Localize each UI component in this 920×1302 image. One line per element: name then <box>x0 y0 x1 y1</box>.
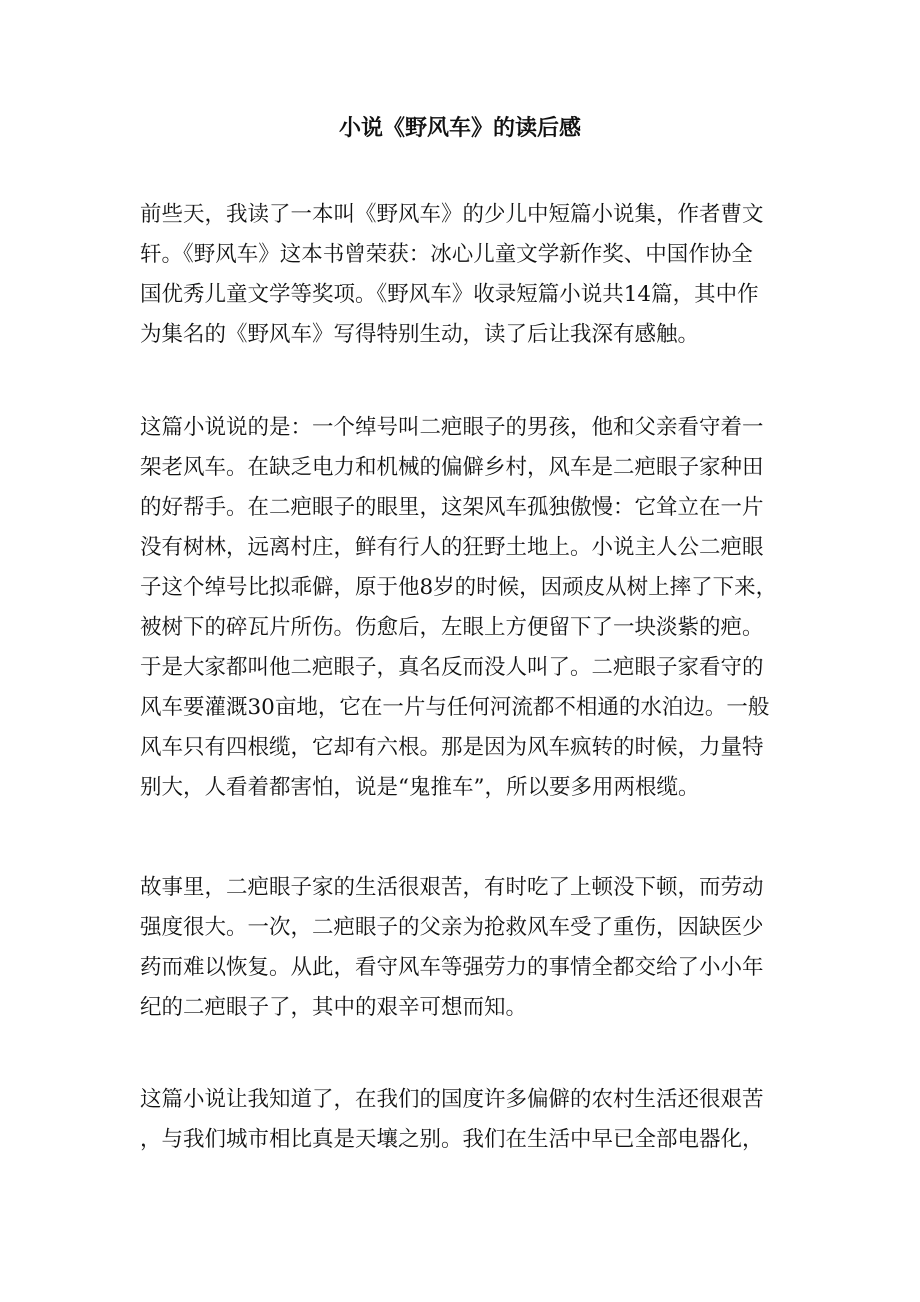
paragraph <box>140 408 800 808</box>
text-line: 药而难以恢复。从此，看守风车等强劳力的事情全都交给了小小年 <box>140 955 764 980</box>
paragraph <box>140 868 800 1028</box>
text-line: 于是大家都叫他二疤眼子，真名反而没人叫了。二疤眼子家看守的 <box>140 655 764 680</box>
text-line: 强度很大。一次，二疤眼子的父亲为抢救风车受了重伤，因缺医少 <box>140 915 764 940</box>
text-line: 为集名的《野风车》写得特别生动，读了后让我深有感触。 <box>140 322 700 347</box>
text-line: 没有树林，远离村庄，鲜有行人的狂野土地上。小说主人公二疤眼 <box>140 535 764 560</box>
text-line: 纪的二疤眼子了，其中的艰辛可想而知。 <box>140 995 528 1020</box>
text-line: 架老风车。在缺乏电力和机械的偏僻乡村，风车是二疤眼子家种田 <box>140 455 764 480</box>
paragraph <box>140 195 800 355</box>
paragraph <box>140 1080 800 1160</box>
text-line: 风车只有四根缆，它却有六根。那是因为风车疯转的时候，力量特 <box>140 735 764 760</box>
text-line: 被树下的碎瓦片所伤。伤愈后，左眼上方便留下了一块淡紫的疤。 <box>140 615 764 640</box>
text-line: ，与我们城市相比真是天壤之别。我们在生活中早已全部电器化， <box>140 1127 764 1152</box>
text-line: 子这个绰号比拟乖僻，原于他8岁的时候，因顽皮从树上摔了下来， <box>140 575 778 600</box>
text-line: 风车要灌溉30亩地，它在一片与任何河流都不相通的水泊边。一般 <box>140 695 770 720</box>
text-line: 别大，人看着都害怕，说是“鬼推车”，所以要多用两根缆。 <box>140 775 700 800</box>
text-line: 故事里，二疤眼子家的生活很艰苦，有时吃了上顿没下顿，而劳动 <box>140 875 764 900</box>
text-line: 这篇小说让我知道了，在我们的国度许多偏僻的农村生活还很艰苦 <box>140 1087 764 1112</box>
text-line: 轩。《野风车》这本书曾荣获：冰心儿童文学新作奖、中国作协全 <box>140 242 753 267</box>
text-line: 的好帮手。在二疤眼子的眼里，这架风车孤独傲慢：它耸立在一片 <box>140 495 764 520</box>
text-line: 前些天，我读了一本叫《野风车》的少儿中短篇小说集，作者曹文 <box>140 202 764 227</box>
text-line: 国优秀儿童文学等奖项。《野风车》收录短篇小说共14篇，其中作 <box>140 282 759 307</box>
document-title: 小说《野风车》的读后感 <box>338 115 581 141</box>
text-line: 这篇小说说的是：一个绰号叫二疤眼子的男孩，他和父亲看守着一 <box>140 415 764 440</box>
